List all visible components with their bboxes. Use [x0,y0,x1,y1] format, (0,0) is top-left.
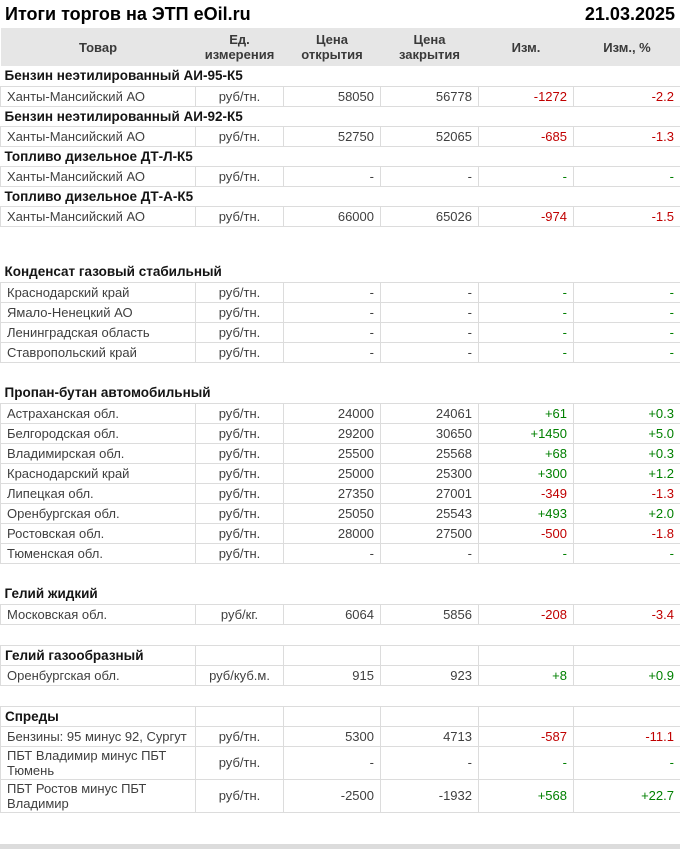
change-pct-cell: +0.9 [574,665,680,685]
close-price-cell: 5856 [381,604,479,624]
section-header-empty-cell [479,706,574,726]
product-cell: Липецкая обл. [1,483,196,503]
open-price-cell: 66000 [284,206,381,226]
product-cell: Белгородская обл. [1,423,196,443]
change-cell: -587 [479,726,574,746]
product-cell: Ханты-Мансийский АО [1,166,196,186]
section-spacer [1,362,680,383]
column-header-row [1,28,680,66]
section-header-empty-cell [284,645,381,665]
open-price-cell: 6064 [284,604,381,624]
unit-cell: руб/тн. [196,483,284,503]
change-cell: - [479,302,574,322]
section-title: Гелий газообразный [1,645,196,665]
open-price-cell: 25000 [284,463,381,483]
change-cell: - [479,543,574,563]
table-row [1,423,680,443]
section-spacer-cell [1,362,680,383]
section-spacer [1,226,680,262]
unit-cell: руб/тн. [196,86,284,106]
change-pct-cell: -1.8 [574,523,680,543]
unit-cell: руб/тн. [196,746,284,779]
change-pct-cell: +22.7 [574,779,680,812]
close-price-cell: - [381,342,479,362]
table-row [1,282,680,302]
section-spacer-cell [1,563,680,584]
change-pct-cell: -1.3 [574,483,680,503]
change-pct-cell: -1.3 [574,126,680,146]
table-row [1,726,680,746]
unit-cell: руб/тн. [196,463,284,483]
product-cell: Тюменская обл. [1,543,196,563]
section-title: Гелий жидкий [4,586,98,602]
close-price-cell: 27500 [381,523,479,543]
table-row [1,443,680,463]
close-price-cell: - [381,746,479,779]
unit-cell: руб/тн. [196,126,284,146]
section-spacer-cell [1,685,680,706]
change-cell: - [479,342,574,362]
table-row [1,302,680,322]
section-title: Бензин неэтилированный АИ-92-К5 [4,108,243,124]
column-header-change-pct: Изм., % [574,28,680,66]
open-price-cell: - [284,543,381,563]
unit-cell: руб/тн. [196,443,284,463]
change-cell: -349 [479,483,574,503]
product-cell: Ханты-Мансийский АО [1,86,196,106]
column-header-close-price: Цена закрытия [381,28,479,66]
change-pct-cell: - [574,543,680,563]
open-price-cell: 58050 [284,86,381,106]
product-cell: Ханты-Мансийский АО [1,206,196,226]
close-price-cell: 30650 [381,423,479,443]
close-price-cell: 25568 [381,443,479,463]
open-price-cell: 28000 [284,523,381,543]
change-cell: +8 [479,665,574,685]
open-price-cell: - [284,302,381,322]
product-cell: Астраханская обл. [1,403,196,423]
column-header-product: Товар [1,28,196,66]
product-cell: Московская обл. [1,604,196,624]
unit-cell: руб/тн. [196,403,284,423]
table-row [1,403,680,423]
change-pct-cell: - [574,302,680,322]
close-price-cell: 24061 [381,403,479,423]
unit-cell: руб/тн. [196,543,284,563]
change-pct-cell: -2.2 [574,86,680,106]
product-cell: Владимирская обл. [1,443,196,463]
change-pct-cell: - [574,282,680,302]
unit-cell: руб/тн. [196,322,284,342]
section-header-empty-cell [196,706,284,726]
change-pct-cell: - [574,322,680,342]
open-price-cell: 5300 [284,726,381,746]
product-cell: Ханты-Мансийский АО [1,126,196,146]
change-cell: -1272 [479,86,574,106]
open-price-cell: 915 [284,665,381,685]
change-cell: +1450 [479,423,574,443]
column-header-unit: Ед. измерения [196,28,284,66]
product-cell: Оренбургская обл. [1,503,196,523]
change-pct-cell: -11.1 [574,726,680,746]
section-header-row [1,645,680,665]
change-pct-cell: -3.4 [574,604,680,624]
unit-cell: руб/тн. [196,779,284,812]
table-header [1,28,680,66]
report-date: 21.03.2025 [584,4,675,24]
unit-cell: руб/тн. [196,503,284,523]
open-price-cell: 29200 [284,423,381,443]
change-cell: -500 [479,523,574,543]
section-header-empty-cell [574,706,680,726]
column-header-open-price: Цена открытия [284,28,381,66]
table-row [1,604,680,624]
bottom-bar [0,844,680,849]
table-row [1,779,680,812]
change-pct-cell: +0.3 [574,443,680,463]
section-header-row [1,186,680,206]
product-cell: Краснодарский край [1,463,196,483]
table-row [1,206,680,226]
close-price-cell: - [381,282,479,302]
unit-cell: руб/тн. [196,523,284,543]
table-row [1,665,680,685]
section-header-row [1,584,680,604]
close-price-cell: 27001 [381,483,479,503]
unit-cell: руб/тн. [196,282,284,302]
change-cell: - [479,746,574,779]
table-row [1,503,680,523]
section-header-row [1,106,680,126]
change-cell: +568 [479,779,574,812]
open-price-cell: - [284,282,381,302]
table-row [1,543,680,563]
open-price-cell: - [284,746,381,779]
section-header-empty-cell [381,706,479,726]
section-spacer [1,685,680,706]
product-cell: Бензины: 95 минус 92, Сургут [1,726,196,746]
table-body [1,66,680,812]
column-header-change: Изм. [479,28,574,66]
change-pct-cell: +2.0 [574,503,680,523]
product-cell: Ростовская обл. [1,523,196,543]
open-price-cell: - [284,342,381,362]
section-title: Пропан-бутан автомобильный [4,385,211,401]
section-spacer [1,624,680,645]
open-price-cell: - [284,322,381,342]
change-pct-cell: - [574,746,680,779]
title-row [0,0,680,28]
section-header-empty-cell [381,645,479,665]
open-price-cell: 25050 [284,503,381,523]
change-cell: - [479,282,574,302]
product-cell: Ставропольский край [1,342,196,362]
open-price-cell: -2500 [284,779,381,812]
product-cell: Краснодарский край [1,282,196,302]
unit-cell: руб/куб.м. [196,665,284,685]
table-row [1,746,680,779]
change-pct-cell: +1.2 [574,463,680,483]
change-cell: - [479,322,574,342]
section-header-empty-cell [479,645,574,665]
change-cell: - [479,166,574,186]
change-cell: +61 [479,403,574,423]
unit-cell: руб/тн. [196,726,284,746]
change-pct-cell: -1.5 [574,206,680,226]
close-price-cell: 65026 [381,206,479,226]
table-row [1,166,680,186]
section-header-empty-cell [196,645,284,665]
product-cell: ПБТ Владимир минус ПБТ Тюмень [1,746,196,779]
close-price-cell: 52065 [381,126,479,146]
section-header-row [1,706,680,726]
table-row [1,342,680,362]
open-price-cell: - [284,166,381,186]
table-row [1,483,680,503]
product-cell: Ямало-Ненецкий АО [1,302,196,322]
section-header-row [1,383,680,403]
change-cell: -685 [479,126,574,146]
close-price-cell: -1932 [381,779,479,812]
change-pct-cell: - [574,166,680,186]
open-price-cell: 27350 [284,483,381,503]
section-title: Спреды [1,706,196,726]
section-header-empty-cell [284,706,381,726]
product-cell: ПБТ Ростов минус ПБТ Владимир [1,779,196,812]
close-price-cell: 923 [381,665,479,685]
table-row [1,86,680,106]
section-title: Конденсат газовый стабильный [4,264,222,280]
change-cell: -208 [479,604,574,624]
change-pct-cell: +0.3 [574,403,680,423]
section-header-row [1,146,680,166]
unit-cell: руб/тн. [196,342,284,362]
product-cell: Ленинградская область [1,322,196,342]
change-cell: +300 [479,463,574,483]
close-price-cell: 56778 [381,86,479,106]
section-header-empty-cell [574,645,680,665]
page-title: Итоги торгов на ЭТП eOil.ru [5,4,251,24]
trades-table [0,28,680,813]
section-title: Топливо дизельное ДТ-А-К5 [4,188,194,204]
unit-cell: руб/кг. [196,604,284,624]
unit-cell: руб/тн. [196,423,284,443]
section-spacer-cell [1,226,680,262]
change-cell: +493 [479,503,574,523]
close-price-cell: 4713 [381,726,479,746]
close-price-cell: - [381,302,479,322]
close-price-cell: - [381,543,479,563]
change-pct-cell: +5.0 [574,423,680,443]
section-spacer [1,563,680,584]
unit-cell: руб/тн. [196,166,284,186]
change-pct-cell: - [574,342,680,362]
close-price-cell: 25543 [381,503,479,523]
unit-cell: руб/тн. [196,302,284,322]
change-cell: +68 [479,443,574,463]
open-price-cell: 24000 [284,403,381,423]
section-spacer-cell [1,624,680,645]
open-price-cell: 25500 [284,443,381,463]
product-cell: Оренбургская обл. [1,665,196,685]
table-row [1,322,680,342]
section-header-row [1,66,680,86]
table-row [1,463,680,483]
section-title: Бензин неэтилированный АИ-95-К5 [4,68,243,84]
close-price-cell: 25300 [381,463,479,483]
open-price-cell: 52750 [284,126,381,146]
unit-cell: руб/тн. [196,206,284,226]
close-price-cell: - [381,322,479,342]
table-row [1,523,680,543]
section-header-row [1,262,680,282]
close-price-cell: - [381,166,479,186]
change-cell: -974 [479,206,574,226]
section-title: Топливо дизельное ДТ-Л-К5 [4,148,193,164]
table-row [1,126,680,146]
